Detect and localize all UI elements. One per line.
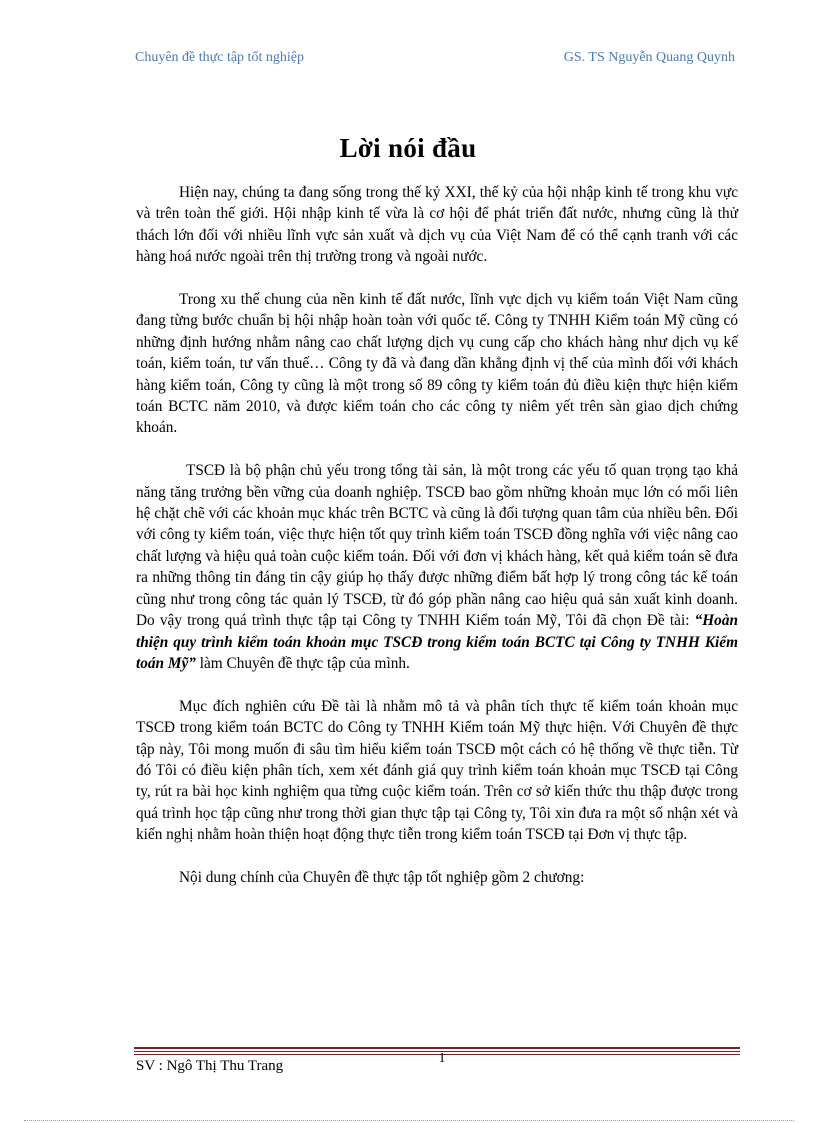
page-bottom-border	[24, 1120, 794, 1121]
thesis-topic: “Hoàn thiện quy trình kiểm toán khoản mục TSCĐ trong kiểm toán BCTC tại Công ty TNHH Kiểm toán Mỹ”	[136, 612, 738, 672]
paragraph-3-intro: TSCĐ là bộ phận chủ yếu trong tổng tài sản, là một trong các yếu tố quan trọng tạo khả năng tăng trưởng bền vững của doanh nghiệp. TSCĐ bao gồm những khoản mục lớn có mối liên hệ chặt chẽ với các khoản mục khác trên BCTC và cũng là đối tượng quan tâm của nhiều bên. Đối với công ty kiểm toán, việc thực hiện tốt quy trình kiểm toán TSCĐ đồng nghĩa với việc nâng cao chất lượng và hiệu quả toàn cuộc kiểm toán. Đối với đơn vị khách hàng, kết quả kiểm toán sẽ đưa ra những thông tin đáng tin cậy giúp họ thấy được những điểm bất hợp lý trong công tác kế toán cũng như trong công tác quản lý TSCĐ, từ đó góp phần nâng cao hiệu quả sản xuất kinh doanh. Do vậy trong quá trình thực tập tại Công ty TNHH Kiểm toán Mỹ, Tôi đã chọn Đề tài:	[136, 462, 738, 630]
header-document-type: Chuyên đề thực tập tốt nghiệp	[135, 50, 304, 65]
paragraph-2: Trong xu thế chung của nền kinh tế đất nước, lĩnh vực dịch vụ kiểm toán Việt Nam cũng đang từng bước chuẩn bị hội nhập hoàn toàn với quốc tế. Công ty TNHH Kiểm toán Mỹ cũng có những định hướng nhằm nâng cao chất lượng dịch vụ cung cấp cho khách hàng như dịch vụ kế toán, kiểm toán, tư vấn thuế… Công ty đã và đang dần khẳng định vị thế của mình đối với khách hàng kiểm toán, Công ty cũng là một trong số 89 công ty kiểm toán đủ điều kiện thực hiện kiểm toán BCTC năm 2010, và được kiểm toán cho các công ty niêm yết trên sàn giao dịch chứng khoán.	[136, 291, 738, 437]
paragraph-3-outro: làm Chuyên đề thực tập của mình.	[195, 654, 410, 672]
page-number: 1	[438, 1051, 446, 1066]
paragraph-3	[136, 460, 738, 674]
paragraph-1: Hiện nay, chúng ta đang sống trong thế kỷ XXI, thế kỷ của hội nhập kinh tế trong khu vực và trên toàn thế giới. Hội nhập kinh tế vừa là cơ hội để phát triển đất nước, nhưng cũng là thử thách lớn đối với nhiều lĩnh vực sản xuất và dịch vụ của Việt Nam để có thể cạnh tranh với các hàng hoá nước ngoài trên thị trường trong và ngoài nước.	[136, 184, 738, 266]
page-header	[135, 50, 735, 66]
body-text	[136, 182, 738, 910]
paragraph-5: Nội dung chính của Chuyên đề thực tập tốt nghiệp gồm 2 chương:	[179, 868, 585, 886]
paragraph-4: Mục đích nghiên cứu Đề tài là nhằm mô tả và phân tích thực tế kiểm toán khoản mục TSCĐ trong kiểm toán BCTC do Công ty TNHH Kiểm toán Mỹ thực hiện. Với Chuyên đề thực tập này, Tôi mong muốn đi sâu tìm hiểu kiểm toán TSCĐ một cách có hệ thống về thực tiễn. Từ đó Tôi có điều kiện phân tích, xem xét đánh giá quy trình kiểm toán khoản mục TSCĐ tại Công ty, rút ra bài học kinh nghiệm qua từng cuộc kiểm toán. Trên cơ sở kiến thức thu thập được trong quá trình học tập cũng như trong thời gian thực tập tại Công ty, Tôi xin đưa ra một số nhận xét và kiến nghị nhằm hoàn thiện hoạt động thực tiễn trong kiểm toán TSCĐ tại Đơn vị thực tập.	[136, 697, 738, 844]
header-supervisor: GS. TS Nguyễn Quang Quynh	[563, 50, 735, 65]
footer-student-name: SV : Ngô Thị Thu Trang	[136, 1058, 284, 1074]
page-title: Lời nói đầu	[339, 133, 477, 163]
